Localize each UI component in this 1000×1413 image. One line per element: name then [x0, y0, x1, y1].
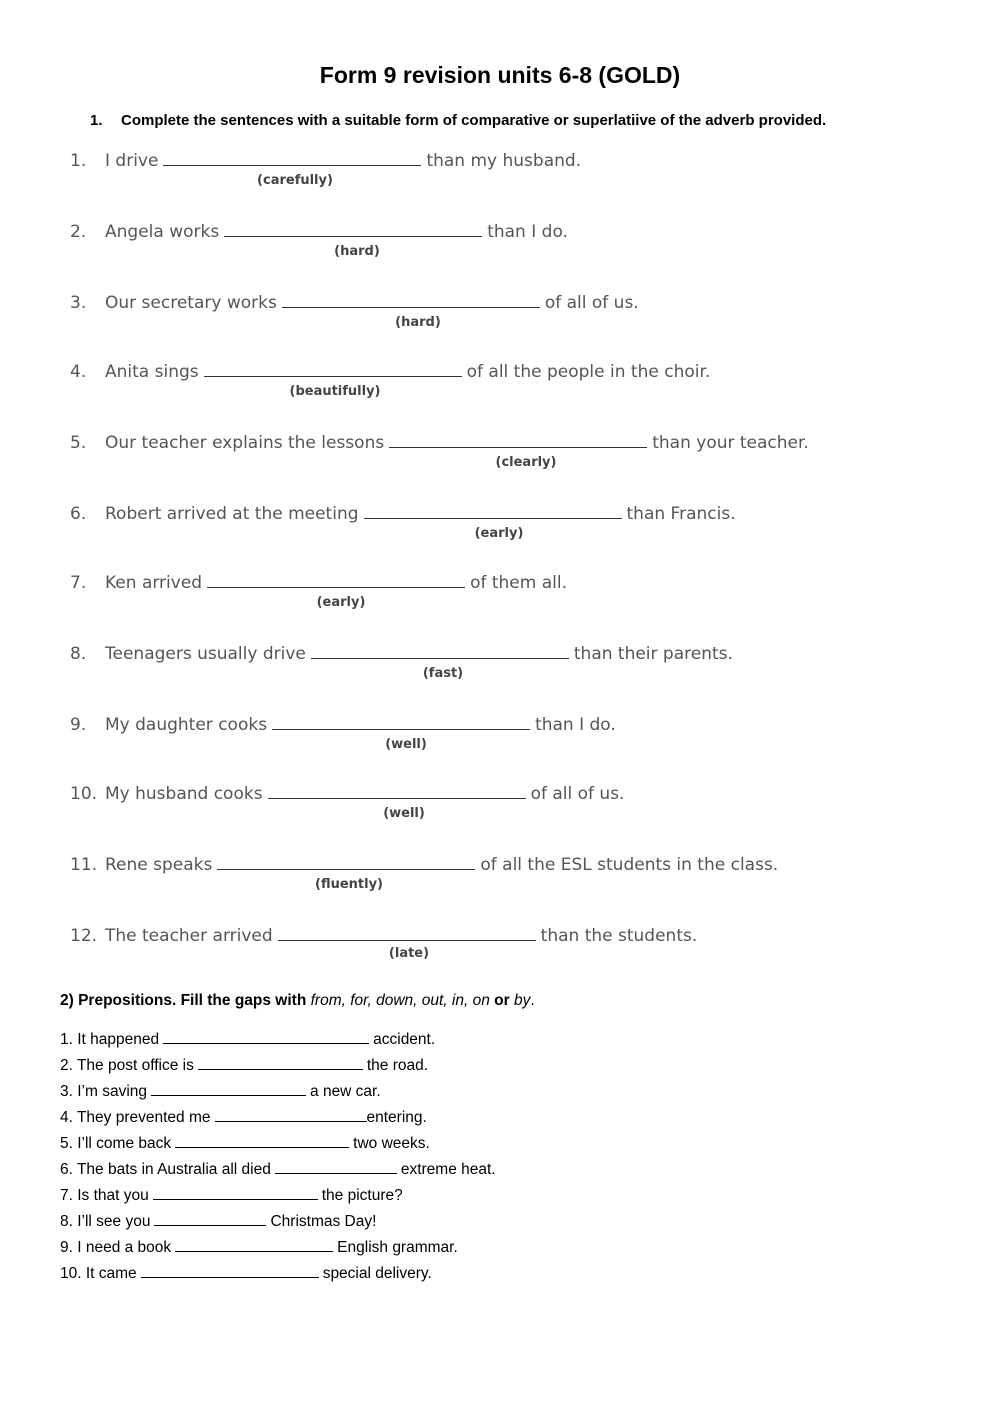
item-before: 6. The bats in Australia all died [60, 1161, 271, 1178]
answer-blank[interactable] [198, 1056, 363, 1070]
item-after: two weeks. [353, 1135, 430, 1152]
exercise2-item [60, 1134, 430, 1153]
section2-heading-text: 2) Prepositions. Fill the gaps with [60, 992, 307, 1009]
item-after: accident. [373, 1031, 436, 1048]
item-after: a new car. [310, 1083, 381, 1100]
item-after: than your teacher. [652, 433, 809, 453]
item-after: of all the ESL students in the class. [480, 855, 779, 875]
item-before: Ken arrived [105, 573, 203, 593]
answer-blank[interactable] [364, 504, 622, 519]
page-title: Form 9 revision units 6-8 (GOLD) [319, 62, 681, 88]
answer-blank[interactable] [175, 1134, 349, 1148]
adverb-hint: (well) [383, 806, 425, 821]
answer-blank[interactable] [151, 1082, 306, 1096]
answer-blank[interactable] [215, 1108, 367, 1122]
exercise2-item [60, 1212, 376, 1231]
exercise1-item [70, 926, 697, 946]
section2-options: from, for, down, out, in, on [310, 992, 490, 1009]
answer-blank[interactable] [311, 644, 569, 659]
item-before: 1. It happened [60, 1031, 160, 1048]
answer-blank[interactable] [163, 151, 421, 166]
item-before: My daughter cooks [105, 715, 268, 735]
item-before: Teenagers usually drive [105, 644, 306, 664]
item-before: Rene speaks [105, 855, 213, 875]
adverb-hint: (early) [316, 595, 366, 610]
adverb-hint: (carefully) [257, 173, 333, 188]
exercise2-item [60, 1160, 496, 1179]
item-after: of them all. [470, 573, 567, 593]
item-after: than Francis. [626, 504, 736, 524]
exercise1-item [70, 433, 809, 453]
item-number: 12. [70, 926, 98, 946]
answer-blank[interactable] [207, 573, 465, 588]
adverb-hint: (late) [388, 946, 430, 961]
item-after: the road. [366, 1057, 429, 1074]
exercise1-item [70, 293, 639, 313]
item-before: Anita sings [105, 362, 199, 382]
item-before: My husband cooks [105, 784, 263, 804]
item-number: 11. [70, 855, 98, 875]
exercise1-item [70, 644, 733, 664]
item-before: 5. I’ll come back [60, 1135, 172, 1152]
exercise2-item [60, 1056, 428, 1075]
exercise1-item [70, 362, 710, 382]
section1-instruction-text: Complete the sentences with a suitable form of comparative or superlatiive of the adverb provided. [121, 112, 827, 129]
item-before: Our teacher explains the lessons [105, 433, 385, 453]
item-before: I drive [105, 151, 159, 171]
item-before: 10. It came [60, 1265, 137, 1282]
answer-blank[interactable] [275, 1160, 397, 1174]
item-number: 2. [70, 222, 87, 242]
adverb-hint: (well) [385, 737, 427, 752]
section1-instruction [90, 112, 826, 129]
item-before: 8. I’ll see you [60, 1213, 151, 1230]
item-after: English grammar. [337, 1239, 458, 1256]
adverb-hint: (fluently) [315, 877, 383, 892]
answer-blank[interactable] [175, 1238, 333, 1252]
item-before: Angela works [105, 222, 220, 242]
adverb-hint: (hard) [334, 244, 380, 259]
item-after: of all of us. [530, 784, 625, 804]
item-number: 6. [70, 504, 87, 524]
item-after: special delivery. [322, 1265, 432, 1282]
answer-blank[interactable] [282, 293, 540, 308]
answer-blank[interactable] [141, 1264, 319, 1278]
exercise1-item [70, 715, 616, 735]
item-after: extreme heat. [400, 1161, 496, 1178]
item-after: than the students. [540, 926, 698, 946]
item-after: of all the people in the choir. [466, 362, 711, 382]
answer-blank[interactable] [268, 784, 526, 799]
adverb-hint: (early) [474, 526, 524, 541]
item-before: 7. Is that you [60, 1187, 149, 1204]
answer-blank[interactable] [204, 362, 462, 377]
item-after: than my husband. [426, 151, 582, 171]
section1-number: 1. [90, 112, 103, 129]
item-before: Our secretary works [105, 293, 277, 313]
item-number: 9. [70, 715, 87, 735]
item-number: 4. [70, 362, 87, 382]
item-after: entering. [366, 1109, 427, 1126]
item-after: than I do. [535, 715, 616, 735]
section2-last-option: by [513, 992, 531, 1009]
item-after: of all of us. [544, 293, 639, 313]
item-before: 4. They prevented me [60, 1109, 211, 1126]
exercise1-item [70, 151, 581, 171]
exercise1-item [70, 222, 568, 242]
item-number: 5. [70, 433, 87, 453]
item-after: Christmas Day! [270, 1213, 377, 1230]
item-before: 3. I’m saving [60, 1083, 148, 1100]
item-number: 8. [70, 644, 87, 664]
item-before: Robert arrived at the meeting [105, 504, 359, 524]
item-number: 10. [70, 784, 98, 804]
item-after: the picture? [321, 1187, 403, 1204]
exercise1-item [70, 855, 778, 875]
section2-or: or [494, 992, 510, 1009]
item-after: than their parents. [573, 644, 733, 664]
item-before: 9. I need a book [60, 1239, 172, 1256]
adverb-hint: (beautifully) [289, 384, 381, 399]
item-number: 1. [70, 151, 87, 171]
item-number: 7. [70, 573, 87, 593]
section2-heading [60, 992, 535, 1010]
item-before: 2. The post office is [60, 1057, 194, 1074]
item-after: than I do. [487, 222, 568, 242]
answer-blank[interactable] [163, 1030, 369, 1044]
answer-blank[interactable] [217, 855, 475, 870]
answer-blank[interactable] [153, 1186, 318, 1200]
answer-blank[interactable] [389, 433, 647, 448]
item-before: The teacher arrived [105, 926, 273, 946]
adverb-hint: (hard) [395, 315, 441, 330]
adverb-hint: (fast) [422, 666, 464, 681]
item-number: 3. [70, 293, 87, 313]
answer-blank[interactable] [278, 926, 536, 941]
answer-blank[interactable] [224, 222, 482, 237]
exercise2-item [60, 1108, 427, 1127]
exercise1-item [70, 573, 567, 593]
exercise2-item [60, 1030, 435, 1049]
answer-blank[interactable] [154, 1212, 266, 1226]
exercise2-item [60, 1238, 458, 1257]
exercise2-item [60, 1264, 432, 1283]
exercise2-item [60, 1082, 381, 1101]
section2-period: . [530, 992, 535, 1009]
exercise1-item [70, 784, 624, 804]
answer-blank[interactable] [272, 715, 530, 730]
exercise1-item [70, 504, 736, 524]
exercise2-item [60, 1186, 403, 1205]
adverb-hint: (clearly) [495, 455, 557, 470]
